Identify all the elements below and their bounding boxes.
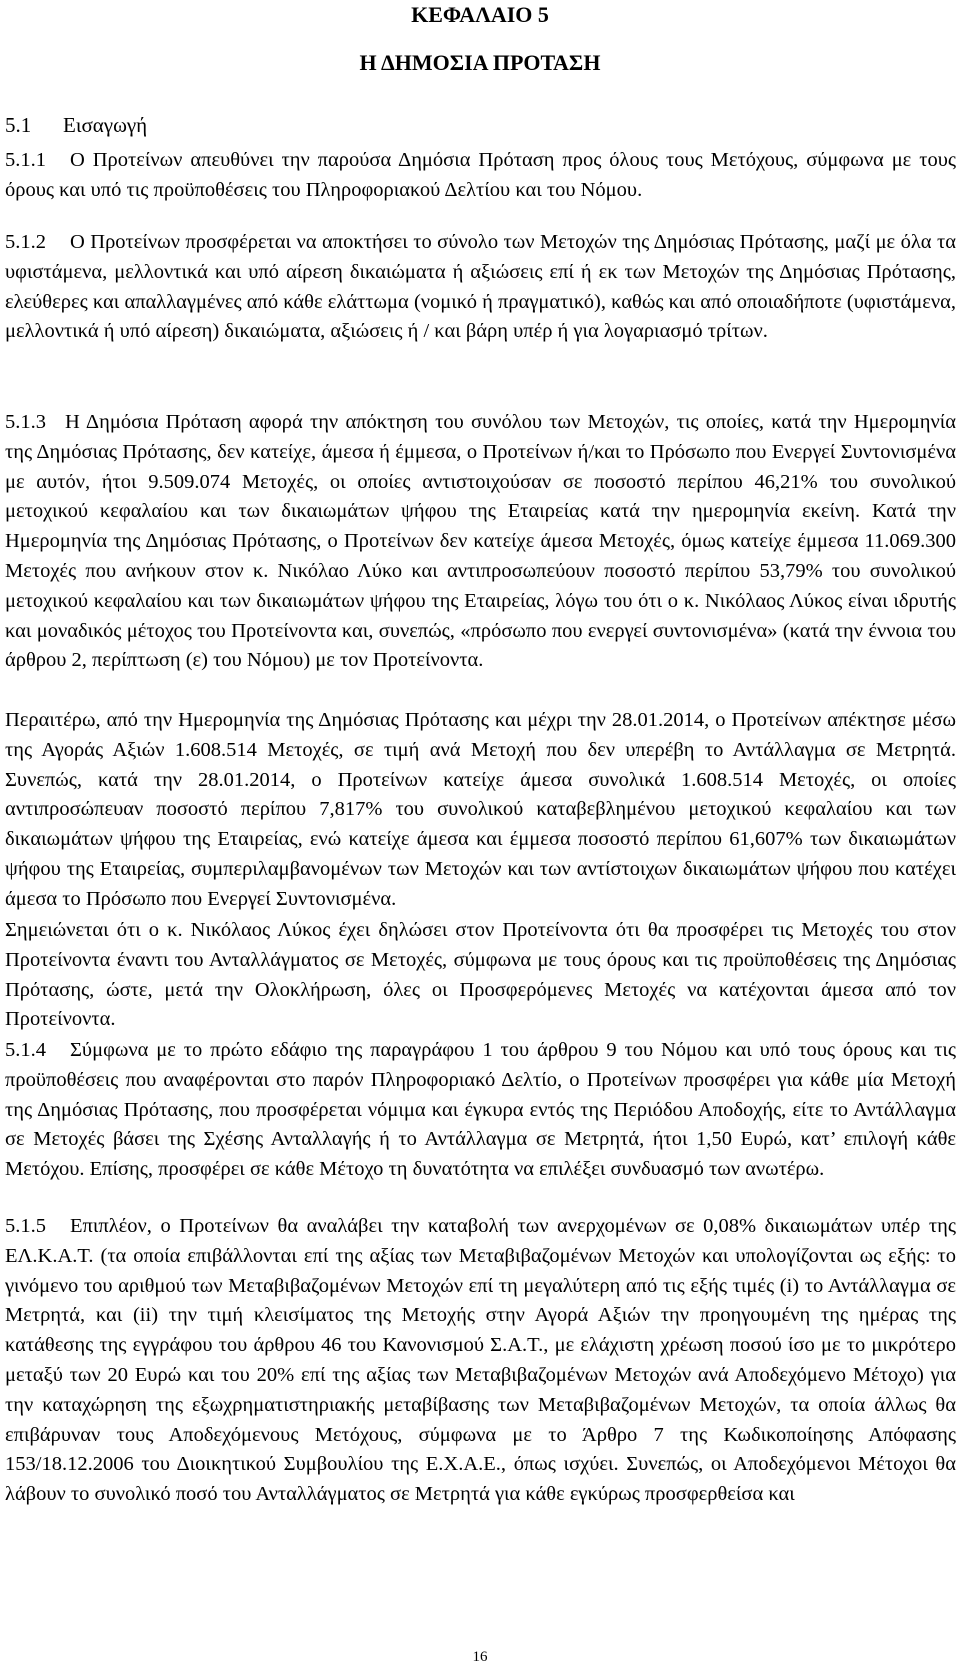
paragraph-number: 5.1.1 (5, 149, 46, 171)
paragraph-text: Ο Προτείνων προσφέρεται να αποκτήσει το σύνολο των Μετοχών της Δημόσιας Πρότασης, μαζί με όλα τα υφιστάμενα, μελλοντικά και υπό αίρεση δικαιώματα ή αξιώσεις επί ή εκ των Μετοχών της Δημόσιας Πρότασης, ελεύθερες και απαλλαγμένες από κάθε ελάττωμα (νομικό ή πραγματικό), καθώς και από οποιαδήποτε (υφιστάμενα, μελλοντικά ή υπό αίρεση) δικαιώματα, αξιώσεις ή / και βάρη υπέρ ή για λογαριασμό τρίτων. (5, 231, 956, 343)
chapter-label: ΚΕΦΑΛΑΙΟ 5 (411, 2, 549, 27)
paragraph-number: 5.1.4 (5, 1039, 46, 1061)
section-number: 5.1 (5, 113, 32, 137)
paragraph-5-1-5 (5, 1212, 956, 1510)
chapter-title: Η ΔΗΜΟΣΙΑ ΠΡΟΤΑΣΗ (359, 50, 601, 75)
paragraph-text: Η Δημόσια Πρόταση αφορά την απόκτηση του συνόλου των Μετοχών, τις οποίες, κατά την Ημερομηνία της Δημόσιας Πρότασης, δεν κατείχε, άμεσα ή έμμεσα, ο Προτείνων ή/και το Πρόσωπο που Ενεργεί Συντονισμένα με αυτόν, ήτοι 9.509.074 Μετοχές, οι οποίες αντιστοιχούσαν σε ποσοστό περίπου 46,21% του συνολικού μετοχικού κεφαλαίου και των δικαιωμάτων ψήφου της Εταιρείας κατά την ημερομηνία εκείνη. Κατά την Ημερομηνία της Δημόσιας Πρότασης, ο Προτείνων δεν κατείχε άμεσα Μετοχές, όμως κατείχε έμμεσα 11.069.300 Μετοχές που ανήκουν στον κ. Νικόλαο Λύκο και αντιπροσωπεύουν ποσοστό περίπου 53,79% του συνολικού μετοχικού κεφαλαίου και των δικαιωμάτων ψήφου της Εταιρείας, λόγω του ότι ο κ. Νικόλαος Λύκος είναι ιδρυτής και μοναδικός μέτοχος του Προτείνοντα και, συνεπώς, «πρόσωπο που ενεργεί συντονισμένα» (κατά την έννοια του άρθρου 2, περίπτωση (ε) του Νόμου) με τον Προτείνοντα. (5, 411, 956, 672)
paragraph-5-1-4 (5, 1036, 956, 1185)
paragraph-number: 5.1.5 (5, 1215, 46, 1237)
paragraph-text: Σημειώνεται ότι ο κ. Νικόλαος Λύκος έχει δηλώσει στον Προτείνοντα ότι θα προσφέρει τις Μετοχές του στον Προτείνοντα έναντι του Ανταλλάγματος σε Μετοχές, σύμφωνα με τους όρους και τις προϋποθέσεις της Δημόσιας Πρότασης, ώστε, μετά την Ολοκλήρωση, όλες οι Προσφερόμενες Μετοχές να κατέχονται άμεσα από τον Προτείνοντα. (5, 919, 956, 1031)
paragraph-number: 5.1.3 (5, 411, 46, 433)
paragraph-note (5, 916, 956, 1035)
paragraph-number: 5.1.2 (5, 231, 46, 253)
paragraph-text: Ο Προτείνων απευθύνει την παρούσα Δημόσια Πρόταση προς όλους τους Μετόχους, σύμφωνα με τους όρους και υπό τις προϋποθέσεις του Πληροφοριακού Δελτίου και του Νόμου. (5, 149, 956, 201)
paragraph-5-1-3 (5, 408, 956, 676)
page-number: 16 (472, 1649, 488, 1665)
paragraph-5-1-2 (5, 228, 956, 347)
section-heading (5, 112, 147, 138)
paragraph-text: Επιπλέον, ο Προτείνων θα αναλάβει την καταβολή των ανερχομένων σε 0,08% δικαιωμάτων υπέρ της ΕΛ.Κ.Α.Τ. (τα οποία επιβάλλονται επί της αξίας των Μεταβιβαζομένων Μετοχών και υπολογίζονται ως εξής: το γινόμενο του αριθμού των Μεταβιβαζομένων Μετοχών επί τη μεγαλύτερη από τις εξής τιμές (i) το Αντάλλαγμα σε Μετρητά, και (ii) την τιμή κλεισίματος της Μετοχής στην Αγορά Αξιών την προηγουμένη της ημέρας της κατάθεσης της εγγράφου του άρθρου 46 του Κανονισμού Σ.Α.Τ., με ελάχιστη χρέωση ποσού ίσο με το μικρότερο μεταξύ των 20 Ευρώ και του 20% επί της αξίας των Μεταβιβαζομένων Μετοχών ανά Αποδεχόμενο Μέτοχο) για την καταχώρηση της εξωχρηματιστηριακής μεταβίβασης των Μεταβιβαζομένων Μετοχών, τα οποία άλλως θα επιβάρυναν τους Αποδεχόμενους Μετόχους, σύμφωνα με το Άρθρο 7 της Κωδικοποίησης Απόφασης 153/18.12.2006 του Διοικητικού Συμβουλίου της Ε.Χ.Α.Ε., όπως ισχύει. Συνεπώς, οι Αποδεχόμενοι Μέτοχοι θα λάβουν το συνολικό ποσό του Ανταλλάγματος σε Μετρητά για κάθε εγκύρως προσφερθείσα και (5, 1215, 956, 1506)
paragraph-furthermore (5, 706, 956, 915)
paragraph-text: Σύμφωνα με το πρώτο εδάφιο της παραγράφου 1 του άρθρου 9 του Νόμου και υπό τους όρους και τις προϋποθέσεις που αναφέρονται στο παρόν Πληροφοριακό Δελτίο, ο Προτείνων προσφέρει για κάθε μία Μετοχή της Δημόσιας Πρότασης, που προσφέρεται νόμιμα και έγκυρα εντός της Περιόδου Αποδοχής, είτε το Αντάλλαγμα σε Μετοχές βάσει της Σχέσης Ανταλλαγής ή το Αντάλλαγμα σε Μετρητά, ήτοι 1,50 Ευρώ, κατ’ επιλογή κάθε Μετόχου. Επίσης, προσφέρει σε κάθε Μέτοχο τη δυνατότητα να επιλέξει συνδυασμό των ανωτέρω. (5, 1039, 956, 1181)
paragraph-5-1-1 (5, 146, 956, 206)
paragraph-text: Περαιτέρω, από την Ημερομηνία της Δημόσιας Πρότασης και μέχρι την 28.01.2014, ο Προτείνων απέκτησε μέσω της Αγοράς Αξιών 1.608.514 Μετοχές, σε τιμή ανά Μετοχή που δεν υπερέβη το Αντάλλαγμα σε Μετρητά. Συνεπώς, κατά την 28.01.2014, ο Προτείνων κατείχε άμεσα συνολικά 1.608.514 Μετοχές, οι οποίες αντιπροσώπευαν ποσοστό περίπου 7,817% του συνολικού καταβεβλημένου μετοχικού κεφαλαίου και των δικαιωμάτων ψήφου της Εταιρείας, ενώ κατείχε άμεσα και έμμεσα ποσοστό περίπου 61,607% των δικαιωμάτων ψήφου της Εταιρείας, συμπεριλαμβανομένων των Μετοχών και των αντίστοιχων δικαιωμάτων ψήφου που κατέχει άμεσα το Πρόσωπο που Ενεργεί Συντονισμένα. (5, 709, 956, 910)
section-title: Εισαγωγή (63, 113, 148, 137)
